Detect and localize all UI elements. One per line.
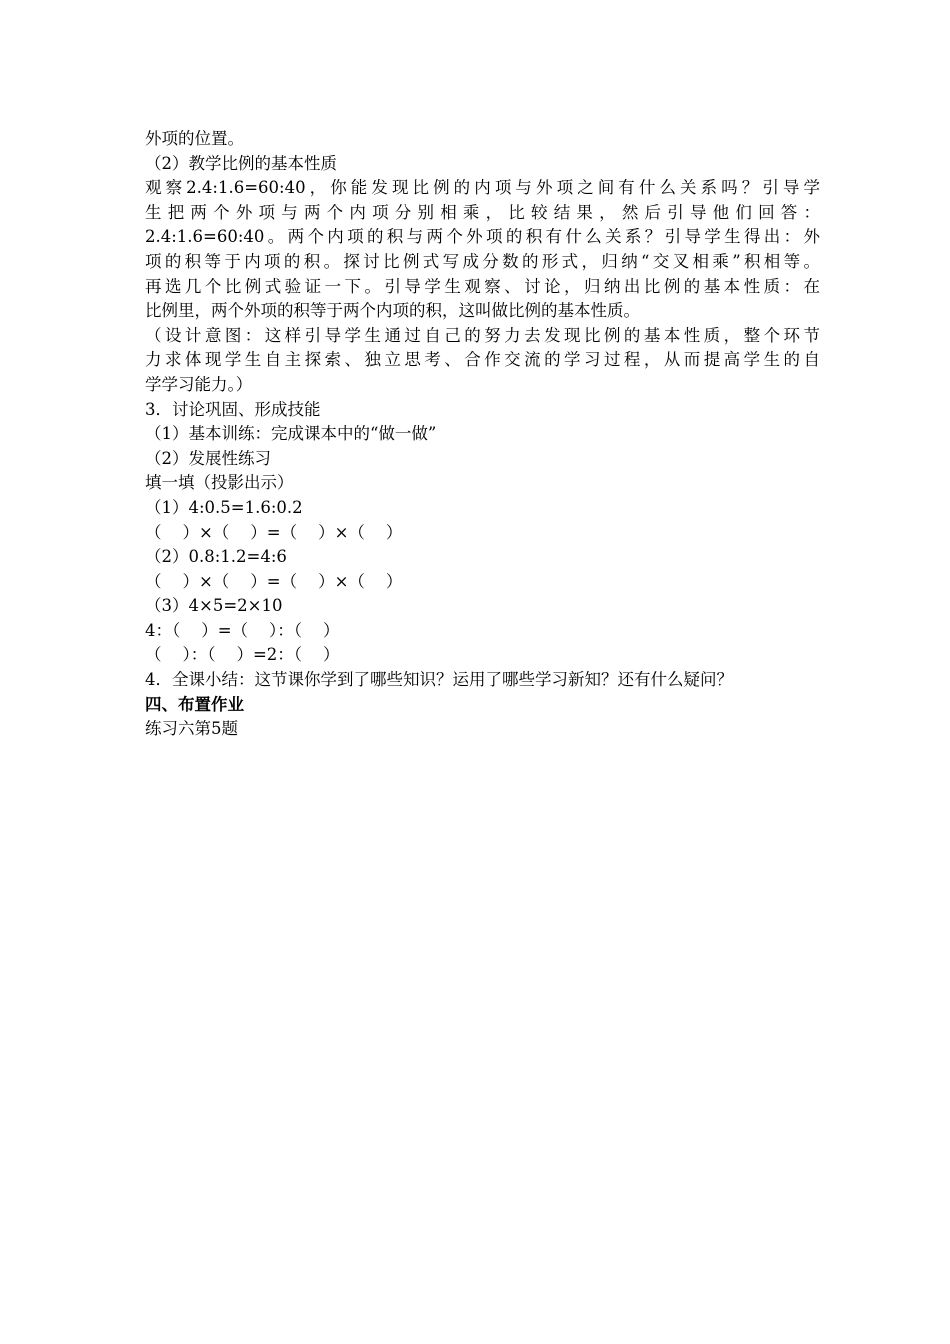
exercise-blank-line: （ ）×（ ）=（ ）×（ ） xyxy=(145,571,403,591)
document-body xyxy=(145,127,820,742)
paragraph-line: 观察2.4:1.6=60:40，你能发现比例的内项与外项之间有什么关系吗？引导学 xyxy=(145,178,820,198)
paragraph-line: 生把两个外项与两个内项分别相乘，比较结果，然后引导他们回答： xyxy=(145,202,820,222)
paragraph-line: 再选几个比例式验证一下。引导学生观察、讨论，归纳出比例的基本性质：在 xyxy=(145,276,820,296)
design-intent-line: 学学习能力。） xyxy=(145,374,253,394)
design-intent-line: 力求体现学生自主探索、独立思考、合作交流的学习过程，从而提高学生的自 xyxy=(145,350,820,370)
exercise-line: （2）0.8:1.2=4:6 xyxy=(145,547,287,567)
exercise-line: （2）发展性练习 xyxy=(145,448,271,468)
exercise-blank-line: 4：（ ）=（ ）：（ ） xyxy=(145,620,340,640)
section-heading: 3．讨论巩固、形成技能 xyxy=(145,399,321,419)
homework-heading: 四、布置作业 xyxy=(145,694,244,714)
exercise-line: 填一填（投影出示） xyxy=(145,473,294,493)
exercise-line: （1）4:0.5=1.6:0.2 xyxy=(145,497,303,517)
paragraph-line: 外项的位置。 xyxy=(145,129,244,148)
paragraph-line: 2.4:1.6=60:40。两个内项的积与两个外项的积有什么关系？引导学生得出：外 xyxy=(145,227,820,247)
summary-line: 4．全课小结：这节课你学到了哪些知识？运用了哪些学习新知？还有什么疑问？ xyxy=(145,670,733,690)
paragraph-line: 项的积等于内项的积。探讨比例式写成分数的形式，归纳“交叉相乘”积相等。 xyxy=(145,251,820,271)
exercise-blank-line: （ ）×（ ）=（ ）×（ ） xyxy=(145,522,403,542)
homework-line: 练习六第5题 xyxy=(145,719,238,739)
exercise-line: （3）4×5=2×10 xyxy=(145,596,283,616)
paragraph-line: 比例里，两个外项的积等于两个内项的积，这叫做比例的基本性质。 xyxy=(145,301,640,321)
section-heading: （2）教学比例的基本性质 xyxy=(145,153,337,173)
exercise-line: （1）基本训练：完成课本中的“做一做” xyxy=(145,424,437,444)
design-intent-line: （设计意图：这样引导学生通过自己的努力去发现比例的基本性质，整个环节 xyxy=(145,325,820,345)
exercise-blank-line: （ ）：（ ）=2：（ ） xyxy=(145,645,340,665)
